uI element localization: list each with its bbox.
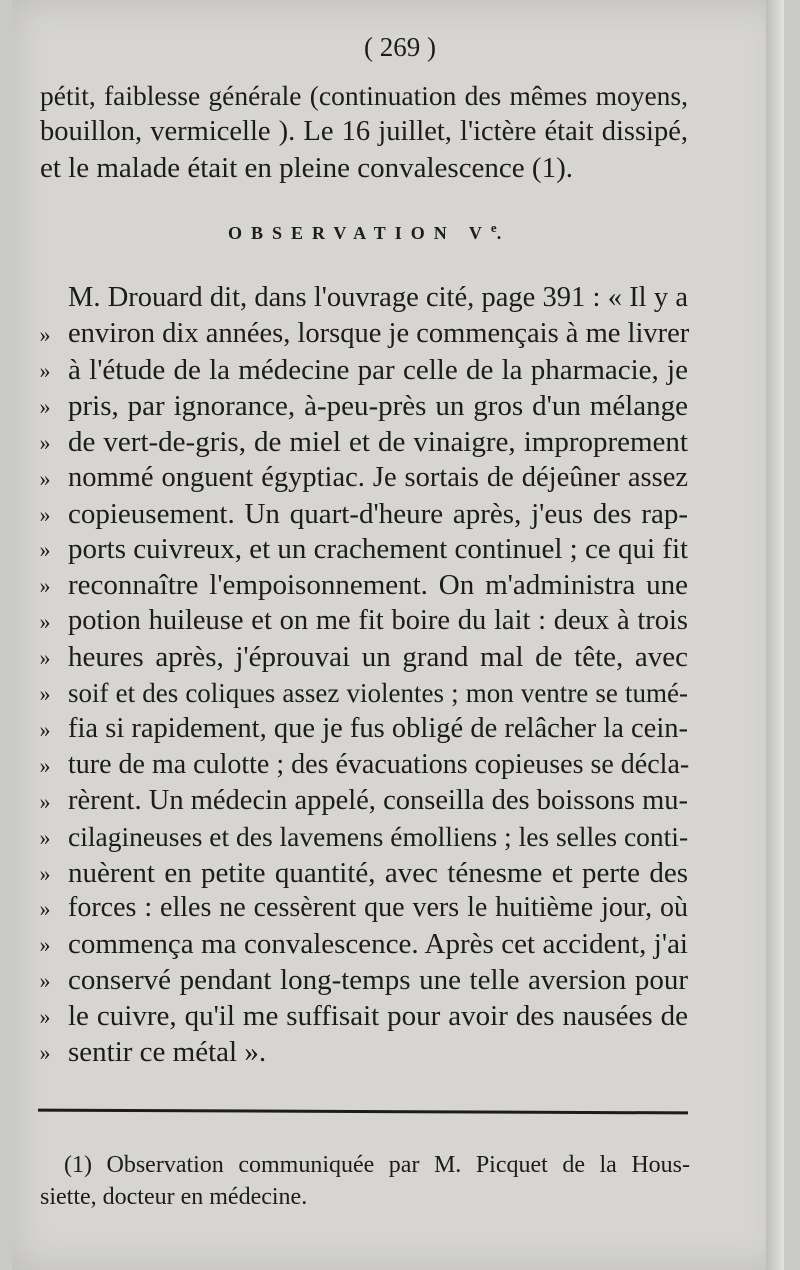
- quote-mark: »: [39, 358, 51, 383]
- quote-mark: »: [39, 430, 51, 455]
- body-line-13: fia si rapidement, que je fus obligé de relâcher la cein-: [68, 713, 688, 744]
- quote-mark: »: [39, 394, 51, 419]
- quote-mark: »: [39, 645, 51, 670]
- body-line-12: soif et des coliques assez violentes ; mon ventre se tumé-: [68, 678, 688, 708]
- heading-period: .: [496, 223, 511, 243]
- intro-line-2: bouillon, vermicelle ). Le 16 juillet, l'ictère était dissipé,: [40, 116, 688, 147]
- page-edge: [766, 0, 784, 1270]
- quote-mark: »: [39, 753, 51, 778]
- body-line-3: à l'étude de la médecine par celle de la pharmacie, je: [68, 354, 688, 386]
- body-line-4: pris, par ignorance, à-peu-près un gros d'un mélange: [68, 390, 688, 422]
- observation-heading: [228, 220, 510, 244]
- quote-mark: »: [39, 609, 51, 634]
- body-line-11: heures après, j'éprouvai un grand mal de tête, avec: [68, 641, 688, 673]
- body-line-8: ports cuivreux, et un crachement continuel ; ce qui fit: [68, 533, 689, 565]
- heading-title: OBSERVATION V: [228, 223, 491, 243]
- footnote-line-1: (1) Observation communiquée par M. Picquet de la Hous-: [64, 1152, 690, 1178]
- quote-mark: »: [39, 861, 51, 886]
- body-line-10: potion huileuse et on me fit boire du lait : deux à trois: [68, 605, 688, 636]
- body-line-5: de vert-de-gris, de miel et de vinaigre, improprement: [68, 426, 688, 458]
- intro-line-1: pétit, faiblesse générale (continuation des mêmes moyens,: [40, 80, 688, 111]
- intro-line-3: et le malade était en pleine convalescence (1).: [40, 152, 573, 184]
- quote-mark: »: [39, 968, 51, 993]
- quote-mark: »: [39, 466, 51, 491]
- quote-mark: »: [39, 502, 51, 527]
- quote-mark: »: [39, 789, 51, 814]
- body-line-6: nommé onguent égyptiac. Je sortais de déjeûner assez: [68, 462, 688, 493]
- quote-mark: »: [39, 825, 51, 850]
- quote-mark: »: [39, 681, 51, 706]
- body-line-19: commença ma convalescence. Après cet accident, j'ai: [68, 928, 688, 960]
- body-line-1: M. Drouard dit, dans l'ouvrage cité, page 391 : « Il y a: [68, 282, 688, 313]
- body-line-21: le cuivre, qu'il me suffisait pour avoir des nausées de: [68, 1000, 688, 1032]
- quote-mark: »: [39, 537, 51, 562]
- body-line-20: conservé pendant long-temps une telle aversion pour: [68, 964, 688, 996]
- body-line-7: copieusement. Un quart-d'heure après, j'eus des rap-: [68, 498, 688, 530]
- body-line-9: reconnaître l'empoisonnement. On m'administra une: [68, 569, 688, 601]
- footnote-line-2: siette, docteur en médecine.: [40, 1184, 308, 1210]
- quote-mark: »: [39, 573, 51, 598]
- body-line-18: forces : elles ne cessèrent que vers le huitième jour, où: [68, 892, 688, 923]
- quote-mark: »: [39, 717, 51, 742]
- heading-superscript: e: [490, 220, 497, 235]
- quote-mark: »: [39, 1004, 51, 1029]
- body-line-17: nuèrent en petite quantité, avec ténesme et perte des: [68, 857, 688, 889]
- quote-mark: »: [39, 896, 51, 921]
- quote-mark: »: [39, 322, 51, 347]
- body-line-14: ture de ma culotte ; des évacuations copieuses se décla-: [68, 749, 690, 780]
- quote-mark: »: [39, 932, 51, 957]
- body-line-15: rèrent. Un médecin appelé, conseilla des boissons mu-: [68, 785, 688, 816]
- quote-mark: »: [39, 1040, 51, 1065]
- page-number: ( 269 ): [364, 32, 436, 62]
- body-line-2: environ dix années, lorsque je commençais à me livrer: [68, 318, 690, 349]
- body-line-16: cilagineuses et des lavemens émolliens ; les selles conti-: [68, 821, 689, 852]
- body-line-22: sentir ce métal ».: [68, 1036, 267, 1068]
